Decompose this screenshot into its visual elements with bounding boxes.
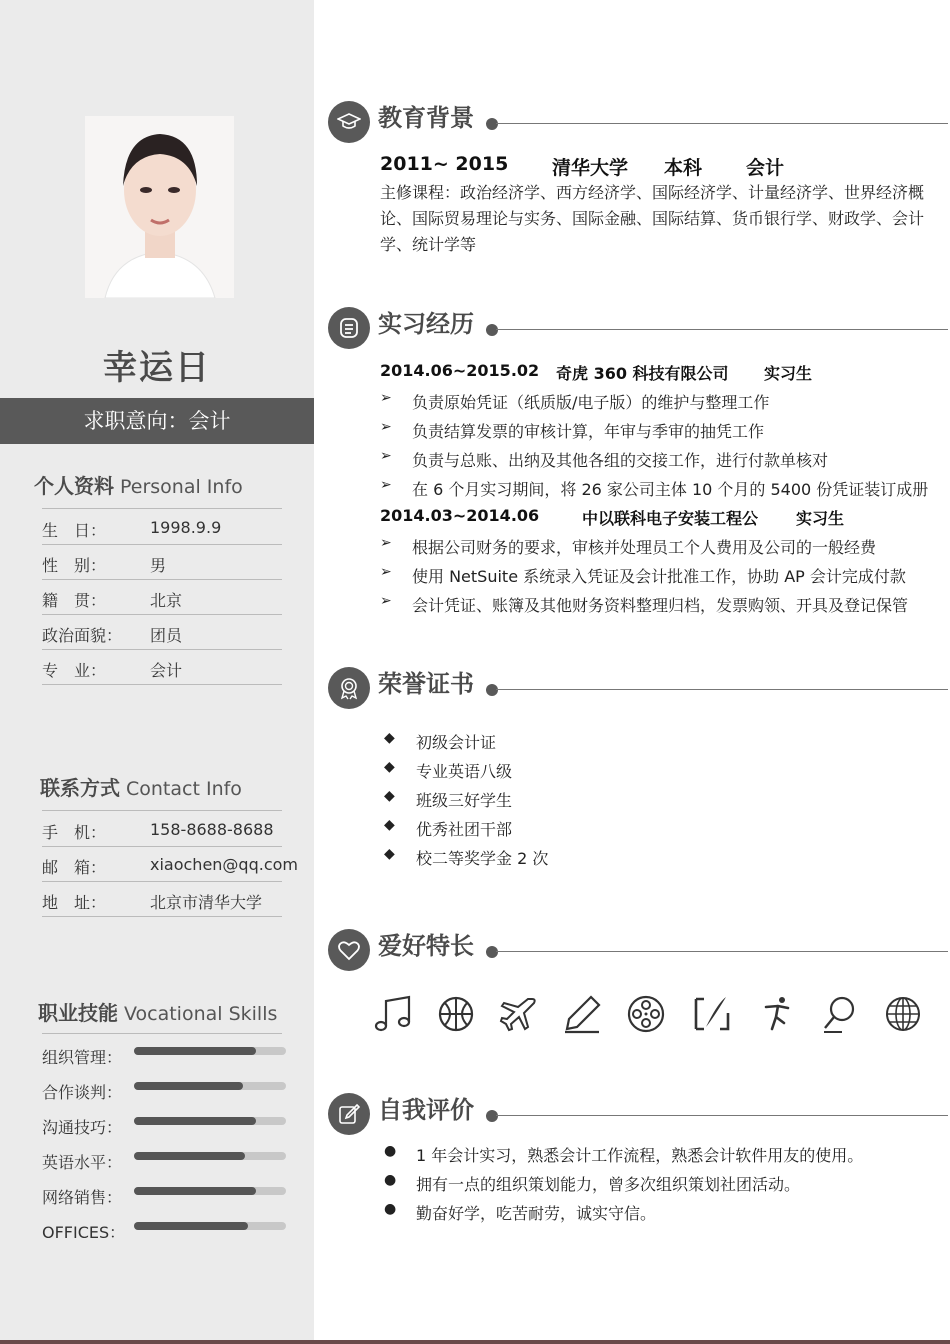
graduation-cap-icon [328,101,370,143]
skills-title-en: Vocational Skills [124,1003,278,1025]
self-eval-text: 拥有一点的组织策划能力，曾多次组织策划社团活动。 [416,1175,801,1194]
section-dot [486,324,498,336]
skill-label: OFFICES： [42,1223,126,1242]
education-school: 清华大学 [552,157,629,179]
arrow-bullet-icon: ➢ [380,593,392,609]
diamond-bullet-icon: ◆ [384,846,395,862]
section-line [496,951,948,952]
honor-text: 专业英语八级 [416,762,513,781]
section-education [328,98,948,146]
self-eval-text: 1 年会计实习，熟悉会计工作流程，熟悉会计软件用友的使用。 [416,1146,864,1165]
contact-info-title [40,772,242,801]
arrow-bullet-icon: ➢ [380,448,392,464]
skill-bar-fill [134,1187,256,1195]
job-bullet-text: 负责原始凭证（纸质版/电子版）的维护与整理工作 [412,393,770,412]
skill-row [42,1183,292,1213]
section-title: 荣誉证书 [378,670,474,698]
skill-row [42,1218,292,1248]
job-bullet-text: 使用 NetSuite 系统录入凭证及会计批准工作，协助 AP 会计完成付款 [412,567,906,586]
personal-info-title-en: Personal Info [120,476,243,498]
education-major: 会计 [746,157,785,179]
contact-row-email [42,847,298,882]
diamond-bullet-icon: ◆ [384,817,395,833]
skill-bar [134,1117,286,1125]
badminton-icon [818,993,860,1035]
film-reel-icon [625,993,667,1035]
job-bullet-text: 会计凭证、账簿及其他财务资料整理归档，发票购领、开具及登记保管 [412,596,909,615]
arrow-bullet-icon: ➢ [380,390,392,406]
honor-text: 校二等奖学金 2 次 [416,849,549,868]
dot-bullet-icon: ● [384,1201,397,1217]
section-line [496,329,948,330]
section-title: 爱好特长 [378,932,474,960]
contact-value: 北京市清华大学 [150,893,263,912]
info-label: 专 业： [42,661,107,680]
bottom-bar [0,1340,950,1344]
info-row-gender [42,545,282,580]
dot-bullet-icon: ● [384,1172,397,1188]
section-hobbies [328,926,948,974]
info-row-hometown [42,580,282,615]
info-value: 男 [150,556,167,575]
section-dot [486,946,498,958]
skill-row [42,1043,292,1073]
list-document-icon [328,307,370,349]
job-company: 中以联科电子安装工程公 [582,509,759,528]
skill-bar [134,1152,286,1160]
job-period: 2014.06~2015.02 [380,361,540,380]
job-company: 奇虎 360 科技有限公司 [556,364,729,383]
diamond-bullet-icon: ◆ [384,788,395,804]
job-bullet-text: 在 6 个月实习期间，将 26 家公司主体 10 个月的 5400 份凭证装订成册 [412,480,929,499]
arrow-bullet-icon: ➢ [380,535,392,551]
skill-bar [134,1187,286,1195]
airplane-icon [498,993,540,1035]
info-label: 性 别： [42,556,107,575]
contact-row-phone [42,812,282,847]
section-title: 教育背景 [378,104,474,132]
skills-title [38,997,277,1026]
diamond-bullet-icon: ◆ [384,730,395,746]
contact-value: 158-8688-8688 [150,820,274,839]
diamond-bullet-icon: ◆ [384,759,395,775]
profile-photo [85,116,234,298]
education-years: 2011~ 2015 [380,153,509,175]
heart-icon [328,929,370,971]
basketball-icon [435,993,477,1035]
skill-bar-fill [134,1082,243,1090]
education-courses: 主修课程：政治经济学、西方经济学、国际经济学、计量经济学、世界经济概论、国际贸易理论与实务、国际金融、国际结算、货币银行学、财政学、会计学、统计学等 [380,183,925,254]
education-degree: 本科 [664,157,703,179]
skill-bar-fill [134,1222,248,1230]
contact-label: 手 机： [42,823,107,842]
writing-icon [690,993,732,1035]
skill-label: 网络销售： [42,1188,123,1207]
info-label: 籍 贯： [42,591,107,610]
music-icon [371,993,413,1035]
contact-label: 邮 箱： [42,858,107,877]
job-bullet-text: 负责与总账、出纳及其他各组的交接工作，进行付款单核对 [412,451,829,470]
job-period: 2014.03~2014.06 [380,506,540,525]
info-row-birthday [42,510,282,545]
skill-bar [134,1222,286,1230]
skill-row [42,1113,292,1143]
skill-bar [134,1047,286,1055]
award-badge-icon [328,667,370,709]
skill-bar [134,1082,286,1090]
pen-icon [561,993,603,1035]
skill-bar-fill [134,1117,256,1125]
personal-info-title [34,470,243,499]
self-eval-text: 勤奋好学，吃苦耐劳，诚实守信。 [416,1204,657,1223]
info-label: 生 日： [42,521,107,540]
dancer-icon [756,993,798,1035]
dot-bullet-icon: ● [384,1143,397,1159]
section-honors [328,664,948,712]
job-bullet-text: 根据公司财务的要求，审核并处理员工个人费用及公司的一般经费 [412,538,877,557]
section-internship [328,304,948,352]
section-dot [486,118,498,130]
section-line [496,689,948,690]
section-line [496,123,948,124]
section-dot [486,1110,498,1122]
skill-row [42,1078,292,1108]
contact-label: 地 址： [42,893,107,912]
arrow-bullet-icon: ➢ [380,477,392,493]
divider [42,810,282,811]
contact-value: xiaochen@qq.com [150,855,298,874]
info-value: 北京 [150,591,183,610]
section-line [496,1115,948,1116]
skill-label: 组织管理： [42,1048,123,1067]
honor-text: 优秀社团干部 [416,820,513,839]
info-row-political [42,615,282,650]
section-dot [486,684,498,696]
section-self-eval [328,1090,948,1138]
section-title: 自我评价 [378,1096,474,1124]
divider [42,1033,282,1034]
candidate-name: 幸运日 [103,348,211,388]
contact-row-address [42,882,282,917]
section-title: 实习经历 [378,310,474,338]
arrow-bullet-icon: ➢ [380,564,392,580]
honor-text: 初级会计证 [416,733,497,752]
skill-row [42,1148,292,1178]
contact-info-title-en: Contact Info [126,778,242,800]
job-role: 实习生 [796,509,845,528]
info-value: 团员 [150,626,183,645]
info-label: 政治面貌： [42,626,123,645]
skill-label: 合作谈判： [42,1083,123,1102]
arrow-bullet-icon: ➢ [380,419,392,435]
info-value: 1998.9.9 [150,518,222,537]
info-row-major [42,650,282,685]
job-role: 实习生 [764,364,813,383]
honor-text: 班级三好学生 [416,791,513,810]
skill-label: 沟通技巧： [42,1118,123,1137]
contact-info-title-cn: 联系方式 [40,776,120,800]
skills-title-cn: 职业技能 [38,1001,118,1025]
info-value: 会计 [150,661,183,680]
skill-label: 英语水平： [42,1153,123,1172]
divider [42,508,282,509]
job-intent: 求职意向：会计 [0,398,314,444]
skill-bar-fill [134,1047,256,1055]
edit-icon [328,1093,370,1135]
globe-icon [882,993,924,1035]
personal-info-title-cn: 个人资料 [34,474,114,498]
job-bullet-text: 负责结算发票的审核计算，年审与季审的抽凭工作 [412,422,765,441]
skill-bar-fill [134,1152,245,1160]
